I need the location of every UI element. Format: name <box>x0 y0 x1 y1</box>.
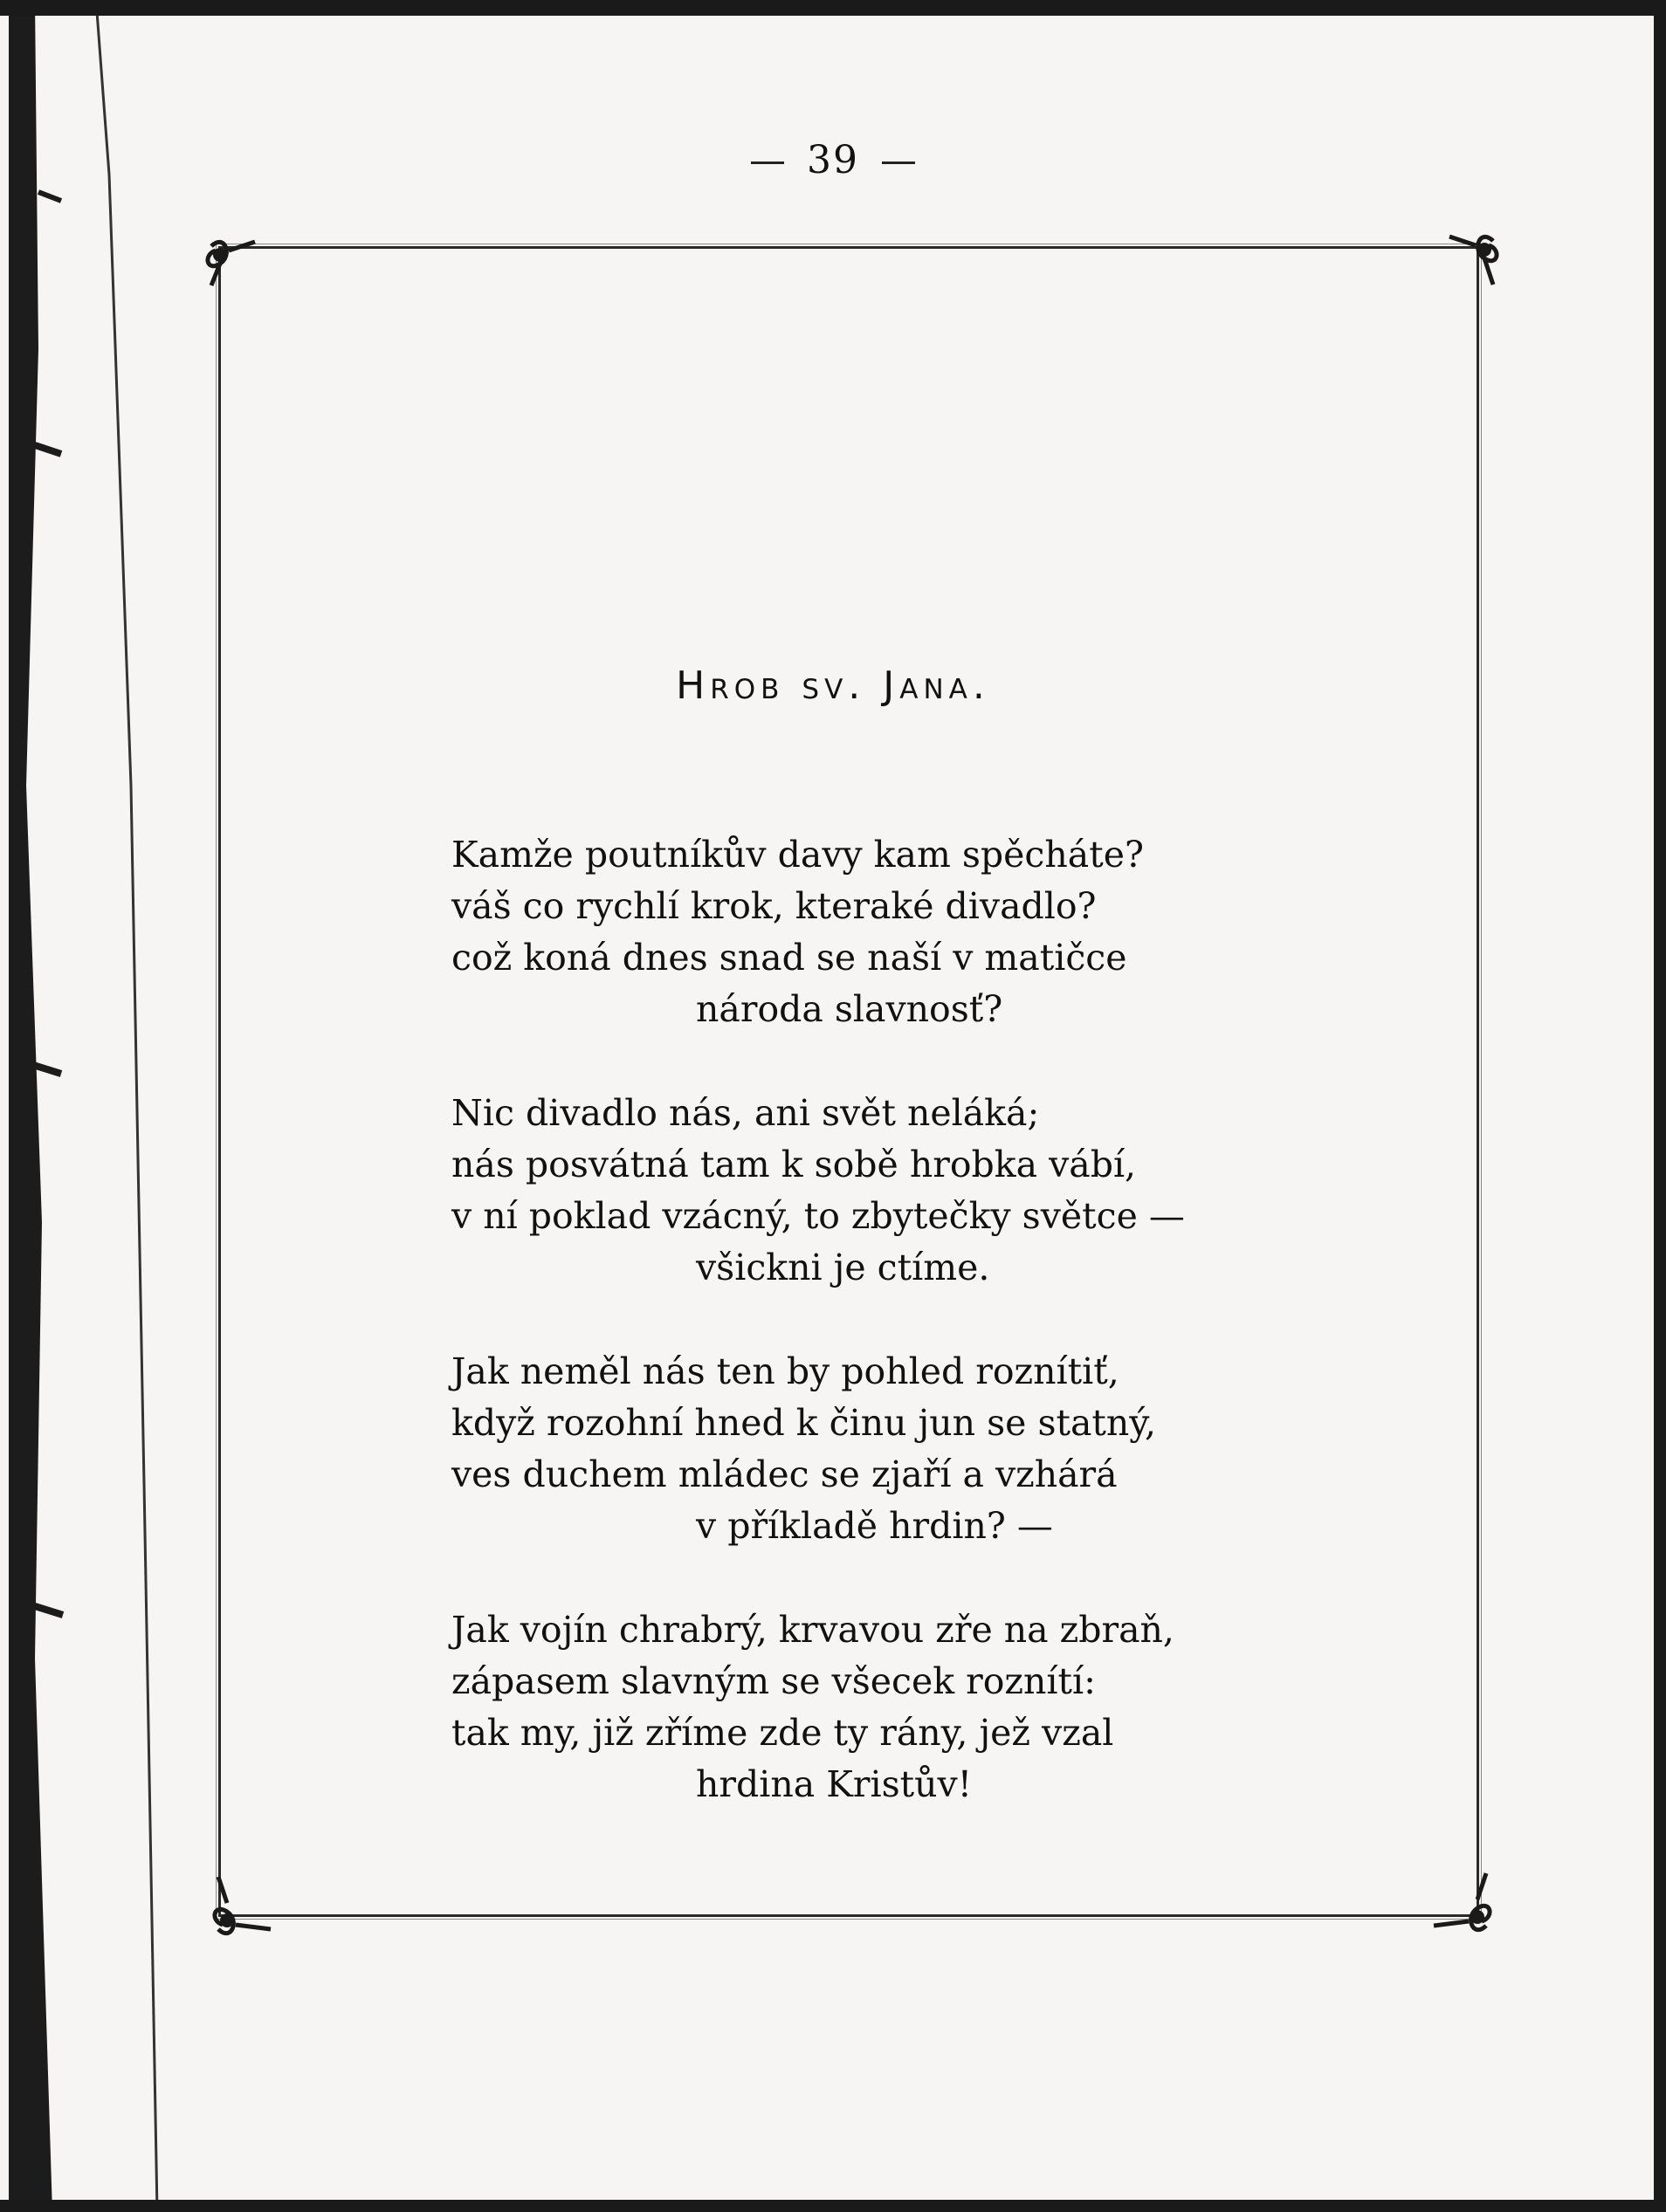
poem-line: Jak vojín chrabrý, krvavou zře na zbraň, <box>451 1609 1174 1651</box>
poem-title: Hrob sv. Jana. <box>676 663 990 708</box>
poem-line: v příkladě hrdin? — <box>696 1505 1053 1547</box>
poem-line: ves duchem mládec se zjaří a vzhárá <box>451 1453 1118 1495</box>
poem-line: v ní poklad vzácný, to zbytečky světce — <box>451 1195 1185 1237</box>
poem-line: což koná dnes snad se naší v matičce <box>451 937 1127 979</box>
stanza-2 <box>451 1088 1325 1294</box>
poem-line: Nic divadlo nás, ani svět neláká; <box>451 1092 1040 1134</box>
scan-edge-top <box>0 0 1666 16</box>
page-number-dash-left <box>751 161 784 164</box>
poem-line: váš co rychlí krok, kteraké divadlo? <box>451 885 1097 927</box>
poem-line: národa slavnosť? <box>696 988 1003 1030</box>
stanza-3 <box>451 1346 1325 1552</box>
poem-line: Kamže poutníkův davy kam spěcháte? <box>451 834 1144 876</box>
corner-ornament-top-left <box>194 220 290 316</box>
corner-ornament-bottom-right <box>1408 1856 1504 1952</box>
poem-line: Jak neměl nás ten by pohled roznítiť, <box>451 1350 1119 1392</box>
book-binding-edge <box>0 0 175 2212</box>
poem-line: hrdina Kristův! <box>696 1763 973 1805</box>
page-number <box>0 138 1666 182</box>
stanza-4 <box>451 1604 1325 1810</box>
scan-edge-right <box>1654 0 1666 2212</box>
poem-line: všickni je ctíme. <box>696 1247 990 1288</box>
stanza-1 <box>451 829 1325 1035</box>
poem-line: nás posvátná tam k sobě hrobka vábí, <box>451 1144 1137 1185</box>
scan-edge-bottom <box>0 2200 1666 2212</box>
poem-line: když rozohní hned k činu jun se statný, <box>451 1402 1157 1444</box>
poem-line: zápasem slavným se všecek roznítí: <box>451 1660 1096 1702</box>
poem-body <box>451 829 1325 1863</box>
page-number-value: 39 <box>807 138 859 182</box>
corner-ornament-bottom-left <box>201 1859 297 1955</box>
corner-ornament-top-right <box>1415 215 1511 311</box>
page-number-dash-right <box>882 161 915 164</box>
poem-line: tak my, již zříme zde ty rány, jež vzal <box>451 1712 1114 1754</box>
